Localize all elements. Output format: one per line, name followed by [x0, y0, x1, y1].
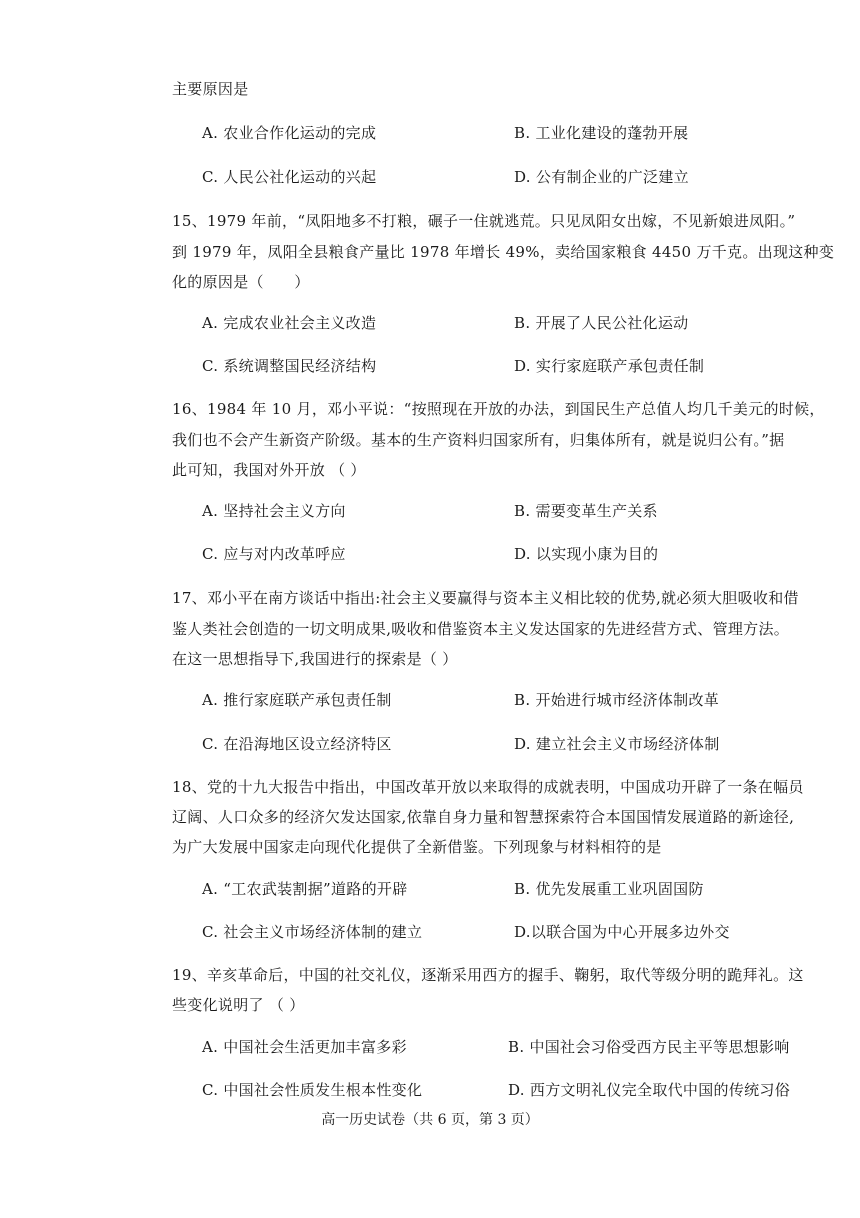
- q18-option-b: B. 优先发展重工业巩固国防: [514, 880, 704, 898]
- q15-stem-line-1: 15、1979 年前，“凤阳地多不打粮，碾子一住就逃荒。只见凤阳女出嫁，不见新娘进凤阳。”: [172, 212, 796, 230]
- q16-option-a: A. 坚持社会主义方向: [202, 502, 346, 520]
- q17-option-a: A. 推行家庭联产承包责任制: [202, 691, 392, 709]
- q15-option-d: D. 实行家庭联产承包责任制: [514, 357, 705, 375]
- q16-stem-line-3: 此可知，我国对外开放 （ ）: [172, 461, 366, 479]
- q15-option-a: A. 完成农业社会主义改造: [202, 314, 377, 332]
- q16-stem-line-2: 我们也不会产生新资产阶级。基本的生产资料归国家所有，归集体所有，就是说归公有。”据: [172, 431, 785, 449]
- q19-stem-line-1: 19、辛亥革命后，中国的社交礼仪，逐渐采用西方的握手、鞠躬，取代等级分明的跪拜礼。这: [172, 966, 804, 984]
- question-lead-text: 主要原因是: [172, 80, 249, 98]
- q16-option-b: B. 需要变革生产关系: [514, 502, 658, 520]
- q19-option-d: D. 西方文明礼仪完全取代中国的传统习俗: [508, 1081, 791, 1099]
- q18-stem-line-3: 为广大发展中国家走向现代化提供了全新借鉴。下列现象与材料相符的是: [172, 838, 662, 856]
- q18-option-d: D.以联合国为中心开展多边外交: [514, 923, 730, 941]
- q18-option-a: A. “工农武装割据”道路的开辟: [202, 880, 408, 898]
- q16-option-c: C. 应与对内改革呼应: [202, 545, 346, 563]
- q16-option-d: D. 以实现小康为目的: [514, 545, 659, 563]
- q15-stem-line-3: 化的原因是（ ）: [172, 273, 310, 291]
- q15-option-b: B. 开展了人民公社化运动: [514, 314, 689, 332]
- q15-option-c: C. 系统调整国民经济结构: [202, 357, 377, 375]
- q17-option-b: B. 开始进行城市经济体制改革: [514, 691, 720, 709]
- q16-stem-line-1: 16、1984 年 10 月，邓小平说：“按照现在开放的办法，到国民生产总值人均几千美元的时候，: [172, 400, 825, 418]
- q17-stem-line-3: 在这一思想指导下,我国进行的探索是（ ）: [172, 650, 458, 668]
- q19-option-a: A. 中国社会生活更加丰富多彩: [202, 1038, 407, 1056]
- q17-stem-line-1: 17、邓小平在南方谈话中指出:社会主义要赢得与资本主义相比较的优势,就必须大胆吸收和借: [172, 589, 799, 607]
- q15-stem-line-2: 到 1979 年，凤阳全县粮食产量比 1978 年增长 49%，卖给国家粮食 4450 万千克。出现这种变: [172, 243, 835, 261]
- q19-option-b: B. 中国社会习俗受西方民主平等思想影响: [508, 1038, 790, 1056]
- q18-stem-line-2: 辽阔、人口众多的经济欠发达国家,依靠自身力量和智慧探索符合本国国情发展道路的新途径,: [172, 808, 795, 826]
- q14-option-b: B. 工业化建设的蓬勃开展: [514, 124, 689, 142]
- page-footer: 高一历史试卷（共 6 页，第 3 页）: [321, 1112, 539, 1128]
- q19-stem-line-2: 些变化说明了 （ ）: [172, 996, 305, 1014]
- q18-option-c: C. 社会主义市场经济体制的建立: [202, 923, 423, 941]
- q17-option-d: D. 建立社会主义市场经济体制: [514, 735, 720, 753]
- q17-option-c: C. 在沿海地区设立经济特区: [202, 735, 392, 753]
- q17-stem-line-2: 鉴人类社会创造的一切文明成果,吸收和借鉴资本主义发达国家的先进经营方式、管理方法。: [172, 620, 790, 638]
- q14-option-c: C. 人民公社化运动的兴起: [202, 168, 377, 186]
- q19-option-c: C. 中国社会性质发生根本性变化: [202, 1081, 423, 1099]
- q14-option-d: D. 公有制企业的广泛建立: [514, 168, 689, 186]
- q14-option-a: A. 农业合作化运动的完成: [202, 124, 377, 142]
- q18-stem-line-1: 18、党的十九大报告中指出，中国改革开放以来取得的成就表明，中国成功开辟了一条在幅员: [172, 778, 804, 796]
